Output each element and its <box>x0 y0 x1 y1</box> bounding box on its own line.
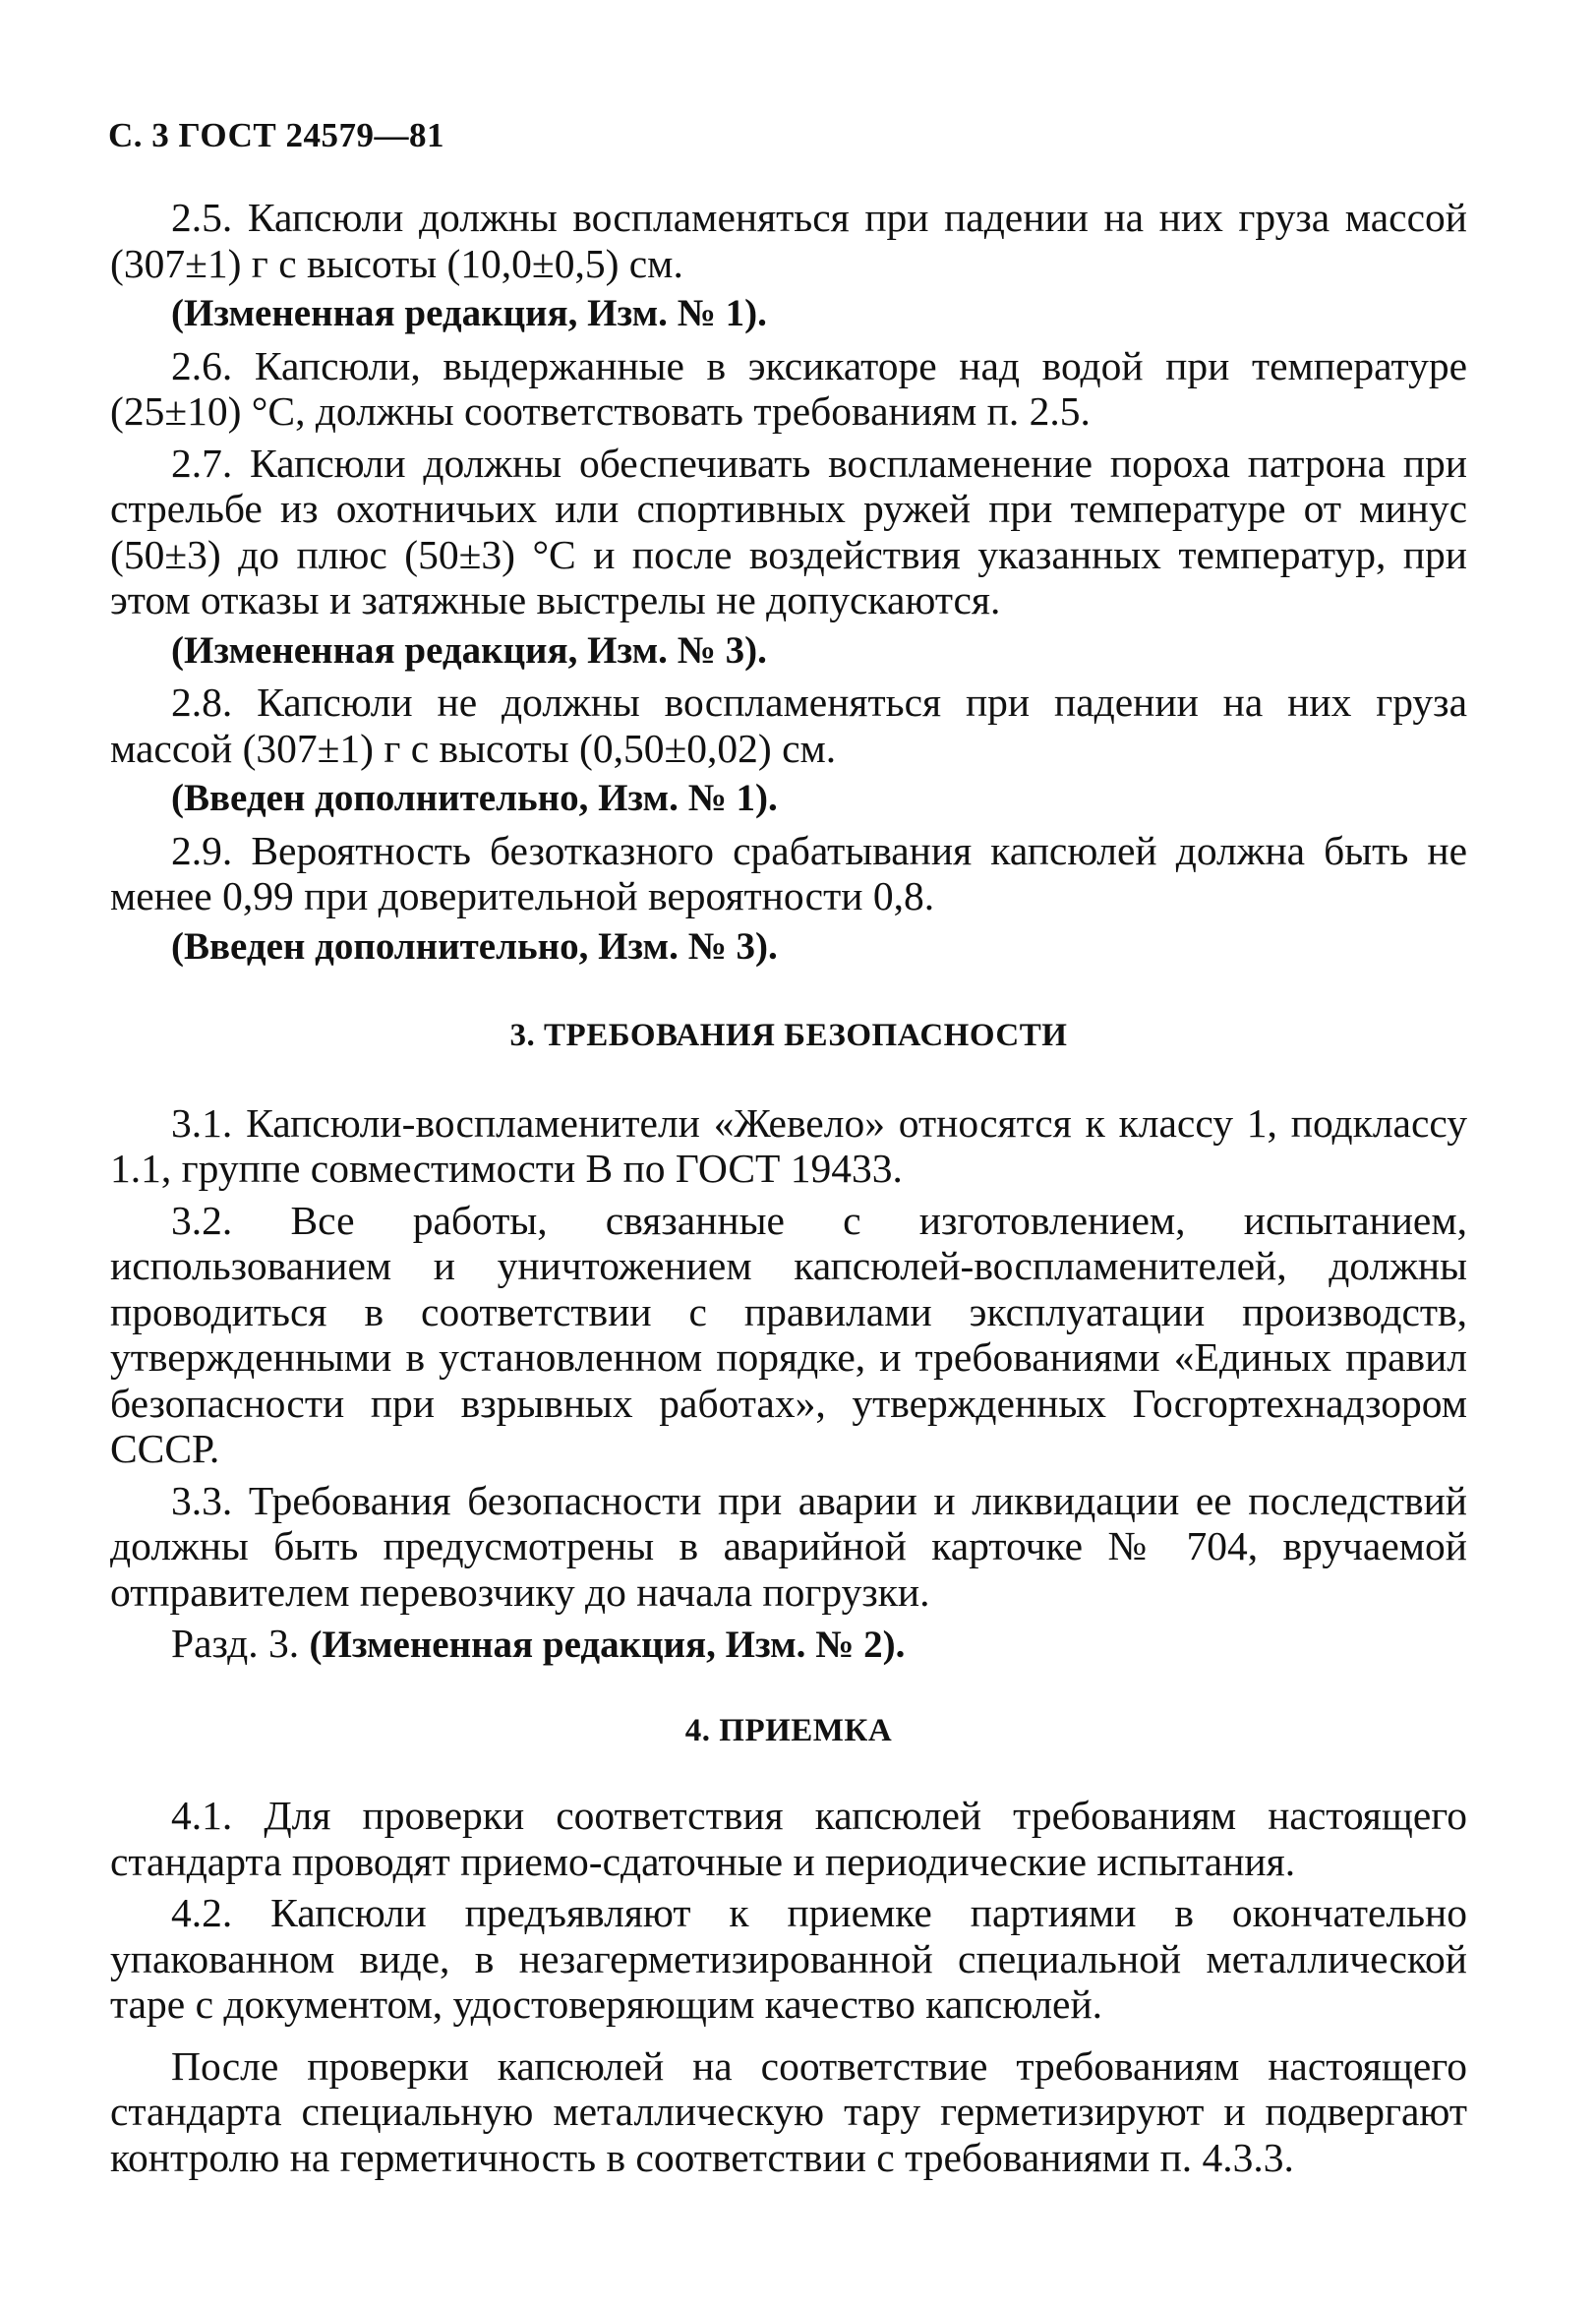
paragraph-4-2: 4.2. Капсюли предъявляют к приемке партиями в окончательно упакованном виде, в незагерметизированной специальной металлической таре с документом, удостоверяющим качество капсюлей. <box>110 1890 1467 2027</box>
document-body <box>110 195 1467 2180</box>
paragraph-2-8: 2.8. Капсюли не должны воспламеняться при падении на них груза массой (307±1) г с высоты (0,50±0,02) см. <box>110 679 1467 771</box>
paragraph-2-9: 2.9. Вероятность безотказного срабатывания капсюлей должна быть не менее 0,99 при доверительной вероятности 0,8. <box>110 827 1467 918</box>
note-bold: (Измененная редакция, Изм. № 2). <box>309 1624 906 1666</box>
amendment-note: (Измененная редакция, Изм. № 3). <box>171 628 767 672</box>
amendment-note: (Введен дополнительно, Изм. № 3). <box>171 924 778 968</box>
paragraph-2-5: 2.5. Капсюли должны воспламеняться при падении на них груза массой (307±1) г с высоты (10,0±0,5) см. <box>110 195 1467 286</box>
amendment-note: (Введен дополнительно, Изм. № 1). <box>171 777 778 819</box>
paragraph-3-2: 3.2. Все работы, связанные с изготовлением, испытанием, использованием и уничтожением капсюлей-воспламенителей, должны проводиться в соответствии с правилами эксплуатации производств, утвержденными в установленном порядке, и требованиями «Единых правил безопасности при взрывных работах», утвержденных Госгортехнадзором СССР. <box>110 1197 1467 1471</box>
paragraph-3-3: 3.3. Требования безопасности при аварии и ликвидации ее последствий должны быть предусмотрены в аварийной карточке № 704, вручаемой отправителем перевозчику до начала погрузки. <box>110 1477 1467 1615</box>
section-4-heading: 4. ПРИЕМКА <box>684 1712 893 1748</box>
section-3-heading: 3. ТРЕБОВАНИЯ БЕЗОПАСНОСТИ <box>509 1018 1068 1053</box>
paragraph-2-7: 2.7. Капсюли должны обеспечивать воспламенение пороха патрона при стрельбе из охотничьих или спортивных ружей при температуре от минус (50±3) до плюс (50±3) °С и после воздействия указанных температур, при этом отказы и затяжные выстрелы не допускаются. <box>110 440 1467 622</box>
amendment-note: (Измененная редакция, Изм. № 1). <box>171 292 767 334</box>
page-header: С. 3 ГОСТ 24579—81 <box>108 116 444 154</box>
paragraph-3-1: 3.1. Капсюли-воспламенители «Жевело» относятся к классу 1, подклассу 1.1, группе совместимости В по ГОСТ 19433. <box>110 1099 1467 1191</box>
paragraph-4-1: 4.1. Для проверки соответствия капсюлей требованиям настоящего стандарта проводят приемо-сдаточные и периодические испытания. <box>110 1793 1467 1884</box>
section-3-amendment-note <box>110 1621 1467 1669</box>
note-prefix: Разд. 3. <box>171 1621 300 1666</box>
paragraph-4-2-continued: После проверки капсюлей на соответствие требованиям настоящего стандарта специальную металлическую тару герметизируют и подвергают контролю на герметичность в соответствии с требованиями п. 4.3.3. <box>110 2042 1467 2180</box>
paragraph-2-6: 2.6. Капсюли, выдержанные в эксикаторе над водой при температуре (25±10) °С, должны соответствовать требованиям п. 2.5. <box>110 342 1467 434</box>
